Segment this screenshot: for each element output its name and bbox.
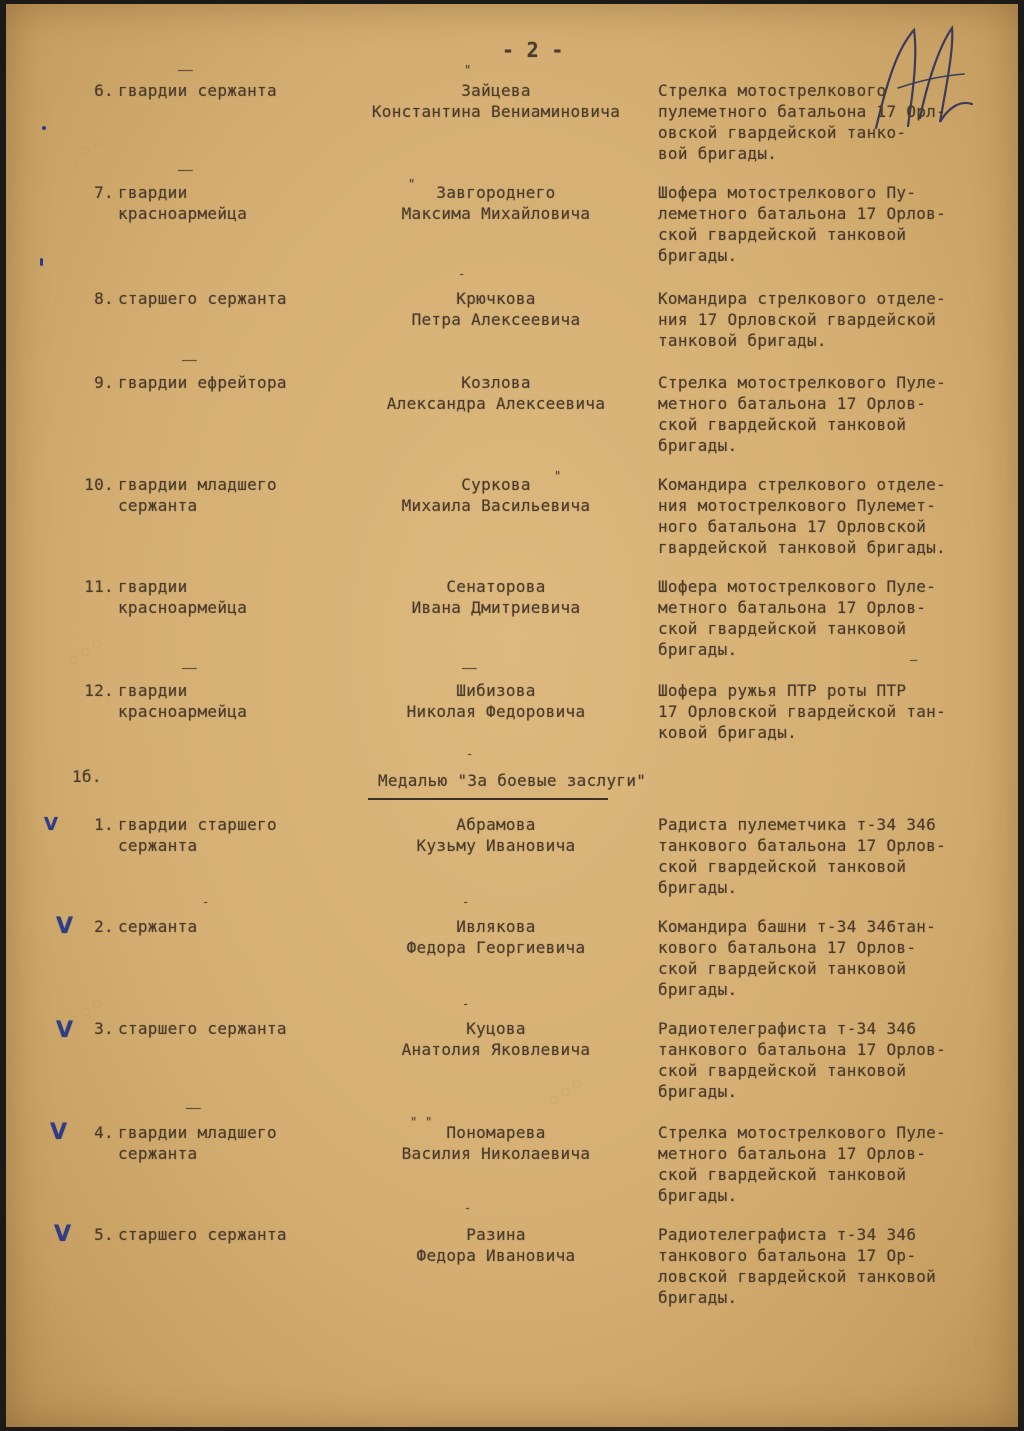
entry-desc-line: ного батальона 17 Орловской bbox=[658, 517, 927, 536]
entry-desc-line: бригады. bbox=[658, 640, 738, 659]
entry-name bbox=[346, 1018, 646, 1060]
entry-desc-line: ской гвардейской танковой bbox=[658, 959, 907, 978]
entry-desc-line: леметного батальона 17 Орлов- bbox=[658, 204, 947, 223]
entry-desc-line: Шофера мотострелкового Пуле- bbox=[658, 577, 937, 596]
dash-mark: " bbox=[464, 63, 472, 77]
entry-rank-line: сержанта bbox=[118, 496, 198, 515]
entry-given-name: Михаила Васильевича bbox=[401, 496, 591, 515]
entry-name bbox=[346, 372, 646, 414]
entry-given-name: Федора Ивановича bbox=[416, 1246, 576, 1265]
check-mark-icon: V bbox=[54, 1222, 72, 1247]
entry-description bbox=[658, 680, 1010, 743]
entry-rank-line: старшего сержанта bbox=[118, 1019, 287, 1038]
entry-surname: Завгороднего bbox=[436, 183, 556, 202]
entry-name bbox=[346, 576, 646, 618]
entry-desc-line: метного батальона 17 Орлов- bbox=[658, 1144, 927, 1163]
entry-desc-line: гвардейской танковой бригады. bbox=[658, 538, 947, 557]
entry-desc-line: ской гвардейской танковой bbox=[658, 415, 907, 434]
entry-number: 2. bbox=[94, 917, 114, 936]
entry-desc-line: Командира стрелкового отделе- bbox=[658, 289, 947, 308]
entry-rank-line: красноармейца bbox=[118, 204, 248, 223]
entry-description bbox=[658, 1122, 1010, 1206]
dash-mark: " bbox=[408, 177, 416, 191]
dash-mark: - bbox=[458, 267, 466, 281]
section-underline bbox=[368, 798, 608, 800]
entry-desc-line: ловской гвардейской танковой bbox=[658, 1267, 937, 1286]
entry-desc-line: Командира стрелкового отделе- bbox=[658, 475, 947, 494]
entry-desc-line: Шофера мотострелкового Пу- bbox=[658, 183, 917, 202]
entry-surname: Суркова bbox=[461, 475, 531, 494]
entry-rank bbox=[118, 576, 348, 618]
entry-desc-line: метного батальона 17 Орлов- bbox=[658, 394, 927, 413]
entry-desc-line: танкового батальона 17 Орлов- bbox=[658, 1040, 947, 1059]
entry-desc-line: ской гвардейской танковой bbox=[658, 619, 907, 638]
entry-given-name: Николая Федоровича bbox=[406, 702, 586, 721]
entry-name bbox=[346, 680, 646, 722]
entry-surname: Козлова bbox=[461, 373, 531, 392]
entry-surname: Зайцева bbox=[461, 81, 531, 100]
entry-rank bbox=[118, 1018, 348, 1039]
entry-desc-line: танкового батальона 17 Орлов- bbox=[658, 836, 947, 855]
check-mark-icon: V bbox=[56, 914, 74, 939]
entry-given-name: Василия Николаевича bbox=[401, 1144, 591, 1163]
entry-rank bbox=[118, 474, 348, 516]
entry-name bbox=[346, 1122, 646, 1164]
entry-desc-line: метного батальона 17 Орлов- bbox=[658, 598, 927, 617]
entry-desc-line: ковой бригады. bbox=[658, 723, 798, 742]
section-number: 1б. bbox=[72, 767, 102, 786]
entry-surname: Сенаторова bbox=[446, 577, 546, 596]
entry-desc-line: кового батальона 17 Орлов- bbox=[658, 938, 917, 957]
entry-given-name: Константина Вениаминовича bbox=[371, 102, 621, 121]
entry-name bbox=[346, 182, 646, 224]
entry-number: 7. bbox=[94, 183, 114, 202]
entry-desc-line: ской гвардейской танковой bbox=[658, 225, 907, 244]
watermark-mark: ◇ ◇ ◇ bbox=[545, 1074, 586, 1109]
entry-surname: Куцова bbox=[466, 1019, 526, 1038]
entry-given-name: Максима Михайловича bbox=[401, 204, 591, 223]
dash-mark: " " bbox=[410, 1115, 433, 1129]
entry-desc-line: бригады. bbox=[658, 878, 738, 897]
entry-given-name: Петра Алексеевича bbox=[411, 310, 581, 329]
entry-desc-line: вой бригады. bbox=[658, 144, 778, 163]
entry-surname: Крючкова bbox=[456, 289, 536, 308]
entry-rank bbox=[118, 288, 348, 309]
entry-desc-line: бригады. bbox=[658, 1186, 738, 1205]
entry-number: 6. bbox=[94, 81, 114, 100]
entry-rank-line: гвардии сержанта bbox=[118, 81, 277, 100]
entry-rank-line: красноармейца bbox=[118, 702, 248, 721]
entry-rank-line: красноармейца bbox=[118, 598, 248, 617]
entry-rank-line: гвардии bbox=[118, 681, 188, 700]
entry-desc-line: Командира башни т-34 346тан- bbox=[658, 917, 937, 936]
dash-mark: " bbox=[554, 469, 562, 483]
entry-description bbox=[658, 372, 1010, 456]
entry-desc-line: 17 Орловской гвардейской тан- bbox=[658, 702, 947, 721]
entry-desc-line: бригады. bbox=[658, 246, 738, 265]
entry-rank-line: сержанта bbox=[118, 917, 198, 936]
entry-desc-line: танкового батальона 17 Ор- bbox=[658, 1246, 917, 1265]
entry-surname: Абрамова bbox=[456, 815, 536, 834]
entry-surname: Шибизова bbox=[456, 681, 536, 700]
entry-desc-line: бригады. bbox=[658, 436, 738, 455]
entry-number: 3. bbox=[94, 1019, 114, 1038]
dash-mark: —— bbox=[178, 163, 194, 177]
entry-desc-line: бригады. bbox=[658, 1288, 738, 1307]
entry-desc-line: бригады. bbox=[658, 980, 738, 999]
entry-name bbox=[346, 1224, 646, 1266]
entry-name bbox=[346, 474, 646, 516]
entry-given-name: Александра Алексеевича bbox=[386, 394, 606, 413]
entry-desc-line: ния 17 Орловской гвардейской bbox=[658, 310, 937, 329]
entry-rank bbox=[118, 80, 348, 101]
entry-rank bbox=[118, 814, 348, 856]
entry-desc-line: бригады. bbox=[658, 1082, 738, 1101]
watermark-mark: ◇ ◇ ◇ bbox=[65, 134, 106, 169]
entry-number: 4. bbox=[94, 1123, 114, 1142]
entry-rank bbox=[118, 1122, 348, 1164]
margin-mark bbox=[40, 258, 43, 266]
entry-desc-line: Радиотелеграфиста т-34 346 bbox=[658, 1019, 917, 1038]
entry-rank-line: старшего сержанта bbox=[118, 289, 287, 308]
entry-description bbox=[658, 474, 1010, 558]
entry-name bbox=[346, 288, 646, 330]
entry-surname: Пономарева bbox=[446, 1123, 546, 1142]
document-page bbox=[6, 4, 1018, 1427]
entry-desc-line: Шофера ружья ПТР роты ПТР bbox=[658, 681, 907, 700]
dash-mark: — bbox=[910, 653, 918, 667]
entry-given-name: Кузьму Ивановича bbox=[416, 836, 576, 855]
entry-description bbox=[658, 182, 1010, 266]
entry-desc-line: ской гвардейской танковой bbox=[658, 1061, 907, 1080]
dash-mark: - bbox=[462, 997, 470, 1011]
dash-mark: —— bbox=[462, 661, 478, 675]
entry-number: 5. bbox=[94, 1225, 114, 1244]
entry-given-name: Анатолия Яковлевича bbox=[401, 1040, 591, 1059]
dash-mark: - bbox=[202, 895, 210, 909]
entry-description bbox=[658, 80, 1010, 164]
entry-given-name: Ивана Дмитриевича bbox=[411, 598, 581, 617]
entry-rank-line: гвардии ефрейтора bbox=[118, 373, 287, 392]
entry-name bbox=[346, 916, 646, 958]
entry-number: 10. bbox=[84, 475, 114, 494]
entry-rank-line: старшего сержанта bbox=[118, 1225, 287, 1244]
entry-rank-line: гвардии bbox=[118, 577, 188, 596]
entry-description bbox=[658, 1224, 1010, 1308]
entry-rank-line: гвардии младшего bbox=[118, 475, 277, 494]
entry-rank bbox=[118, 182, 348, 224]
entry-description bbox=[658, 814, 1010, 898]
entry-rank bbox=[118, 372, 348, 393]
entry-desc-line: ния мотострелкового Пулемет- bbox=[658, 496, 937, 515]
entry-surname: Ивлякова bbox=[456, 917, 536, 936]
dash-mark: —— bbox=[182, 353, 198, 367]
entry-description bbox=[658, 1018, 1010, 1102]
entry-number: 11. bbox=[84, 577, 114, 596]
entry-desc-line: Радиотелеграфиста т-34 346 bbox=[658, 1225, 917, 1244]
entry-rank bbox=[118, 680, 348, 722]
entry-desc-line: ской гвардейской танковой bbox=[658, 857, 907, 876]
check-mark-icon: V bbox=[44, 814, 59, 835]
entry-desc-line: Стрелка мотострелкового bbox=[658, 81, 887, 100]
watermark-mark: ◇ ◇ ◇ bbox=[65, 634, 106, 669]
entry-rank bbox=[118, 1224, 348, 1245]
entry-number: 1. bbox=[94, 815, 114, 834]
entry-number: 8. bbox=[94, 289, 114, 308]
page-number: - 2 - bbox=[502, 38, 564, 62]
check-mark-icon: V bbox=[56, 1018, 74, 1043]
entry-rank-line: гвардии старшего bbox=[118, 815, 277, 834]
entry-desc-line: Радиста пулеметчика т-34 346 bbox=[658, 815, 937, 834]
entry-number: 9. bbox=[94, 373, 114, 392]
entry-surname: Разина bbox=[466, 1225, 526, 1244]
section-title: Медалью "За боевые заслуги" bbox=[378, 771, 647, 790]
dash-mark: - bbox=[462, 895, 470, 909]
dash-mark: - bbox=[464, 1201, 472, 1215]
entry-desc-line: Стрелка мотострелкового Пуле- bbox=[658, 373, 947, 392]
dash-mark: —— bbox=[186, 1101, 202, 1115]
entry-desc-line: танковой бригады. bbox=[658, 331, 827, 350]
entry-given-name: Федора Георгиевича bbox=[406, 938, 586, 957]
entry-desc-line: ской гвардейской танковой bbox=[658, 1165, 907, 1184]
dash-mark: —— bbox=[178, 63, 194, 77]
entry-rank bbox=[118, 916, 348, 937]
entry-name bbox=[346, 814, 646, 856]
entry-description bbox=[658, 288, 1010, 351]
entry-rank-line: сержанта bbox=[118, 1144, 198, 1163]
check-mark-icon: V bbox=[50, 1120, 68, 1145]
entry-rank-line: гвардии bbox=[118, 183, 188, 202]
entry-desc-line: Стрелка мотострелкового Пуле- bbox=[658, 1123, 947, 1142]
entry-rank-line: гвардии младшего bbox=[118, 1123, 277, 1142]
entry-rank-line: сержанта bbox=[118, 836, 198, 855]
entry-description bbox=[658, 576, 1010, 660]
watermark-mark: ◇ ◇ ◇ bbox=[65, 994, 106, 1029]
entry-name bbox=[346, 80, 646, 122]
entry-number: 12. bbox=[84, 681, 114, 700]
dash-mark: - bbox=[466, 747, 474, 761]
margin-mark bbox=[42, 126, 46, 130]
dash-mark: —— bbox=[182, 661, 198, 675]
watermark-mark: ◇ ◇ ◇ bbox=[945, 1334, 986, 1369]
entry-desc-line: овской гвардейской танко- bbox=[658, 123, 907, 142]
entry-desc-line: пулеметного батальона 17 Орл- bbox=[658, 102, 947, 121]
entry-description bbox=[658, 916, 1010, 1000]
